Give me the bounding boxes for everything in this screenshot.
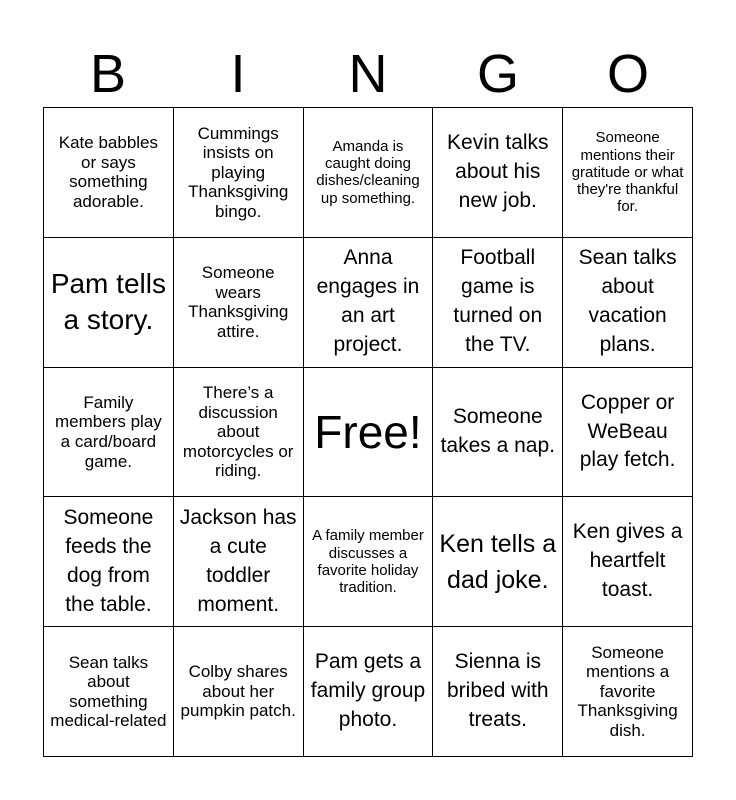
bingo-cell-r5c5[interactable]: Someone mentions a favorite Thanksgiving dish. — [563, 627, 693, 757]
bingo-cell-r5c3[interactable]: Pam gets a family group photo. — [304, 627, 434, 757]
bingo-cell-r5c4[interactable]: Sienna is bribed with treats. — [433, 627, 563, 757]
bingo-grid — [43, 107, 693, 757]
bingo-cell-r1c2[interactable]: Cummings insists on playing Thanksgiving bingo. — [174, 108, 304, 238]
bingo-cell-r4c3[interactable]: A family member discusses a favorite holiday tradition. — [304, 497, 434, 627]
bingo-cell-r5c1[interactable]: Sean talks about something medical-related — [44, 627, 174, 757]
bingo-cell-r4c2[interactable]: Jackson has a cute toddler moment. — [174, 497, 304, 627]
bingo-cell-r1c5[interactable]: Someone mentions their gratitude or what they're thankful for. — [563, 108, 693, 238]
bingo-cell-r4c1[interactable]: Someone feeds the dog from the table. — [44, 497, 174, 627]
header-letter-i: I — [230, 44, 246, 104]
bingo-header — [43, 40, 693, 108]
header-letter-n: N — [348, 44, 388, 104]
bingo-cell-r4c5[interactable]: Ken gives a heartfelt toast. — [563, 497, 693, 627]
bingo-cell-r3c1[interactable]: Family members play a card/board game. — [44, 368, 174, 498]
bingo-cell-r2c1[interactable]: Pam tells a story. — [44, 238, 174, 368]
bingo-cell-r2c3[interactable]: Anna engages in an art project. — [304, 238, 434, 368]
header-letter-o: O — [606, 44, 649, 104]
header-letter-b: B — [89, 44, 127, 104]
header-letter-g: G — [476, 44, 519, 104]
bingo-cell-r5c2[interactable]: Colby shares about her pumpkin patch. — [174, 627, 304, 757]
bingo-cell-r1c3[interactable]: Amanda is caught doing dishes/cleaning up something. — [304, 108, 434, 238]
bingo-cell-r2c4[interactable]: Football game is turned on the TV. — [433, 238, 563, 368]
bingo-cell-r2c5[interactable]: Sean talks about vacation plans. — [563, 238, 693, 368]
free-space[interactable]: Free! — [304, 368, 434, 498]
bingo-cell-r3c2[interactable]: There’s a discussion about motorcycles or riding. — [174, 368, 304, 498]
bingo-cell-r2c2[interactable]: Someone wears Thanksgiving attire. — [174, 238, 304, 368]
bingo-cell-r3c5[interactable]: Copper or WeBeau play fetch. — [563, 368, 693, 498]
bingo-cell-r1c4[interactable]: Kevin talks about his new job. — [433, 108, 563, 238]
bingo-cell-r3c4[interactable]: Someone takes a nap. — [433, 368, 563, 498]
bingo-cell-r1c1[interactable]: Kate babbles or says something adorable. — [44, 108, 174, 238]
bingo-cell-r4c4[interactable]: Ken tells a dad joke. — [433, 497, 563, 627]
